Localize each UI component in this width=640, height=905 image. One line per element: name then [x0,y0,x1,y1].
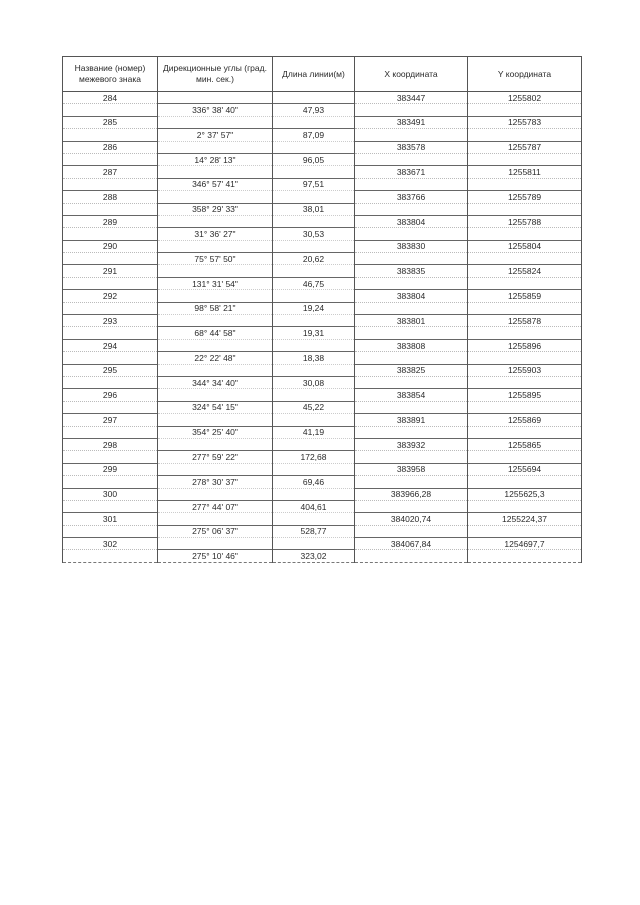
line-length-cell: 46,75 [273,277,355,289]
empty-cell [273,290,355,302]
empty-cell [273,265,355,277]
y-coordinate-cell: 1254697,7 [468,538,582,550]
line-length-cell: 30,53 [273,228,355,240]
line-length-cell: 38,01 [273,203,355,215]
direction-angle-cell: 336° 38' 40" [158,104,273,116]
line-length-cell: 96,05 [273,153,355,165]
segment-row [63,500,582,512]
empty-cell [355,228,468,240]
line-length-cell: 45,22 [273,401,355,413]
y-coordinate-cell: 1255694 [468,463,582,475]
x-coordinate-cell: 383491 [355,116,468,128]
direction-angle-cell: 22° 22' 48" [158,352,273,364]
point-name-cell: 297 [63,414,158,426]
empty-cell [273,141,355,153]
empty-cell [468,327,582,339]
y-coordinate-cell: 1255804 [468,240,582,252]
empty-cell [355,277,468,289]
y-coordinate-cell: 1255865 [468,438,582,450]
empty-cell [355,327,468,339]
direction-angle-cell: 98° 58' 21" [158,302,273,314]
line-length-cell: 97,51 [273,178,355,190]
empty-cell [468,376,582,388]
segment-row [63,228,582,240]
header-point-name: Название (номер) межевого знака [63,57,158,92]
empty-cell [63,327,158,339]
empty-cell [158,166,273,178]
segment-row [63,277,582,289]
x-coordinate-cell: 383808 [355,339,468,351]
empty-cell [355,401,468,413]
header-y-coordinate: Y координата [468,57,582,92]
empty-cell [63,203,158,215]
point-name-cell: 286 [63,141,158,153]
direction-angle-cell: 2° 37' 57" [158,129,273,141]
empty-cell [63,277,158,289]
direction-angle-cell: 358° 29' 33" [158,203,273,215]
x-coordinate-cell: 383958 [355,463,468,475]
y-coordinate-cell: 1255869 [468,414,582,426]
empty-cell [468,401,582,413]
empty-cell [468,302,582,314]
point-row [63,116,582,128]
empty-cell [273,488,355,500]
x-coordinate-cell: 383825 [355,364,468,376]
empty-cell [158,488,273,500]
line-length-cell: 404,61 [273,500,355,512]
segment-row [63,426,582,438]
segment-row [63,253,582,265]
y-coordinate-cell: 1255811 [468,166,582,178]
point-name-cell: 288 [63,191,158,203]
segment-row [63,476,582,488]
point-row [63,389,582,401]
direction-angle-cell: 277° 44' 07" [158,500,273,512]
direction-angle-cell: 324° 54' 15" [158,401,273,413]
x-coordinate-cell: 383766 [355,191,468,203]
line-length-cell: 69,46 [273,476,355,488]
empty-cell [468,277,582,289]
header-line-length: Длина линии(м) [273,57,355,92]
empty-cell [158,513,273,525]
point-name-cell: 294 [63,339,158,351]
empty-cell [273,364,355,376]
y-coordinate-cell: 1255625,3 [468,488,582,500]
empty-cell [355,253,468,265]
y-coordinate-cell: 1255789 [468,191,582,203]
empty-cell [63,228,158,240]
line-length-cell: 20,62 [273,253,355,265]
point-name-cell: 300 [63,488,158,500]
empty-cell [355,178,468,190]
empty-cell [158,141,273,153]
y-coordinate-cell: 1255788 [468,215,582,227]
x-coordinate-cell: 383835 [355,265,468,277]
empty-cell [63,451,158,463]
empty-cell [355,426,468,438]
empty-cell [468,426,582,438]
point-row [63,240,582,252]
y-coordinate-cell: 1255224,37 [468,513,582,525]
empty-cell [63,104,158,116]
direction-angle-cell: 344° 34' 40" [158,376,273,388]
empty-cell [273,438,355,450]
boundary-coordinates-table [62,56,582,563]
line-length-cell: 41,19 [273,426,355,438]
empty-cell [273,240,355,252]
point-name-cell: 291 [63,265,158,277]
segment-row [63,525,582,537]
y-coordinate-cell: 1255878 [468,315,582,327]
point-row [63,438,582,450]
empty-cell [158,265,273,277]
line-length-cell: 18,38 [273,352,355,364]
point-name-cell: 284 [63,92,158,104]
x-coordinate-cell: 383804 [355,215,468,227]
direction-angle-cell: 14° 28' 13" [158,153,273,165]
empty-cell [63,550,158,562]
point-name-cell: 302 [63,538,158,550]
x-coordinate-cell: 383891 [355,414,468,426]
direction-angle-cell: 131° 31' 54" [158,277,273,289]
point-row [63,290,582,302]
direction-angle-cell: 68° 44' 58" [158,327,273,339]
table-header [63,57,582,92]
direction-angle-cell: 275° 10' 46" [158,550,273,562]
empty-cell [63,129,158,141]
empty-cell [63,178,158,190]
empty-cell [468,451,582,463]
direction-angle-cell: 354° 25' 40" [158,426,273,438]
segment-row [63,153,582,165]
point-name-cell: 289 [63,215,158,227]
point-row [63,463,582,475]
empty-cell [355,550,468,562]
empty-cell [468,104,582,116]
point-row [63,414,582,426]
empty-cell [158,364,273,376]
empty-cell [158,538,273,550]
empty-cell [273,538,355,550]
empty-cell [355,476,468,488]
empty-cell [468,352,582,364]
segment-row [63,302,582,314]
y-coordinate-cell: 1255787 [468,141,582,153]
line-length-cell: 528,77 [273,525,355,537]
segment-row [63,451,582,463]
point-name-cell: 298 [63,438,158,450]
header-direction-angle: Дирекционные углы (град. мин. сек.) [158,57,273,92]
empty-cell [273,191,355,203]
x-coordinate-cell: 384020,74 [355,513,468,525]
empty-cell [355,352,468,364]
empty-cell [63,525,158,537]
point-row [63,92,582,104]
empty-cell [63,426,158,438]
direction-angle-cell: 275° 06' 37" [158,525,273,537]
point-row [63,538,582,550]
line-length-cell: 30,08 [273,376,355,388]
y-coordinate-cell: 1255802 [468,92,582,104]
point-name-cell: 285 [63,116,158,128]
y-coordinate-cell: 1255783 [468,116,582,128]
line-length-cell: 172,68 [273,451,355,463]
y-coordinate-cell: 1255903 [468,364,582,376]
direction-angle-cell: 277° 59' 22" [158,451,273,463]
empty-cell [273,414,355,426]
empty-cell [158,240,273,252]
point-row [63,488,582,500]
x-coordinate-cell: 383804 [355,290,468,302]
point-name-cell: 295 [63,364,158,376]
segment-row [63,352,582,364]
x-coordinate-cell: 383578 [355,141,468,153]
empty-cell [273,513,355,525]
empty-cell [63,253,158,265]
empty-cell [355,104,468,116]
empty-cell [158,463,273,475]
empty-cell [355,302,468,314]
x-coordinate-cell: 383830 [355,240,468,252]
empty-cell [468,253,582,265]
empty-cell [468,203,582,215]
empty-cell [468,476,582,488]
boundary-points-sheet [62,56,581,563]
empty-cell [63,401,158,413]
empty-cell [468,153,582,165]
empty-cell [158,215,273,227]
segment-row [63,129,582,141]
point-row [63,141,582,153]
point-name-cell: 287 [63,166,158,178]
empty-cell [273,315,355,327]
empty-cell [355,500,468,512]
empty-cell [273,339,355,351]
point-name-cell: 290 [63,240,158,252]
point-name-cell: 292 [63,290,158,302]
empty-cell [468,525,582,537]
direction-angle-cell: 278° 30' 37" [158,476,273,488]
segment-row [63,376,582,388]
line-length-cell: 87,09 [273,129,355,141]
empty-cell [158,438,273,450]
x-coordinate-cell: 383854 [355,389,468,401]
empty-cell [158,191,273,203]
empty-cell [63,476,158,488]
empty-cell [468,129,582,141]
empty-cell [273,166,355,178]
segment-row [63,327,582,339]
empty-cell [273,116,355,128]
direction-angle-cell: 346° 57' 41" [158,178,273,190]
direction-angle-cell: 31° 36' 27" [158,228,273,240]
line-length-cell: 47,93 [273,104,355,116]
x-coordinate-cell: 383671 [355,166,468,178]
line-length-cell: 19,24 [273,302,355,314]
point-row [63,265,582,277]
empty-cell [158,92,273,104]
point-row [63,364,582,376]
point-name-cell: 301 [63,513,158,525]
empty-cell [273,389,355,401]
empty-cell [468,500,582,512]
segment-row [63,401,582,413]
empty-cell [158,315,273,327]
x-coordinate-cell: 383966,28 [355,488,468,500]
empty-cell [273,215,355,227]
direction-angle-cell: 75° 57' 50" [158,253,273,265]
empty-cell [63,302,158,314]
point-name-cell: 299 [63,463,158,475]
empty-cell [63,153,158,165]
x-coordinate-cell: 383801 [355,315,468,327]
empty-cell [355,376,468,388]
empty-cell [158,414,273,426]
empty-cell [273,463,355,475]
point-row [63,215,582,227]
empty-cell [273,92,355,104]
empty-cell [63,352,158,364]
table-body [63,92,582,563]
point-row [63,191,582,203]
y-coordinate-cell: 1255824 [468,265,582,277]
empty-cell [468,228,582,240]
segment-row [63,104,582,116]
header-x-coordinate: X координата [355,57,468,92]
y-coordinate-cell: 1255859 [468,290,582,302]
empty-cell [158,339,273,351]
point-name-cell: 296 [63,389,158,401]
point-row [63,166,582,178]
empty-cell [63,376,158,388]
x-coordinate-cell: 384067,84 [355,538,468,550]
empty-cell [158,290,273,302]
empty-cell [355,129,468,141]
y-coordinate-cell: 1255896 [468,339,582,351]
empty-cell [158,116,273,128]
point-row [63,513,582,525]
x-coordinate-cell: 383932 [355,438,468,450]
point-row [63,315,582,327]
segment-row [63,203,582,215]
x-coordinate-cell: 383447 [355,92,468,104]
y-coordinate-cell: 1255895 [468,389,582,401]
empty-cell [355,525,468,537]
empty-cell [355,153,468,165]
line-length-cell: 323,02 [273,550,355,562]
segment-row [63,550,582,562]
empty-cell [468,550,582,562]
empty-cell [355,451,468,463]
point-row [63,339,582,351]
segment-row [63,178,582,190]
point-name-cell: 293 [63,315,158,327]
empty-cell [468,178,582,190]
empty-cell [355,203,468,215]
line-length-cell: 19,31 [273,327,355,339]
empty-cell [158,389,273,401]
header-row [63,57,582,92]
empty-cell [63,500,158,512]
